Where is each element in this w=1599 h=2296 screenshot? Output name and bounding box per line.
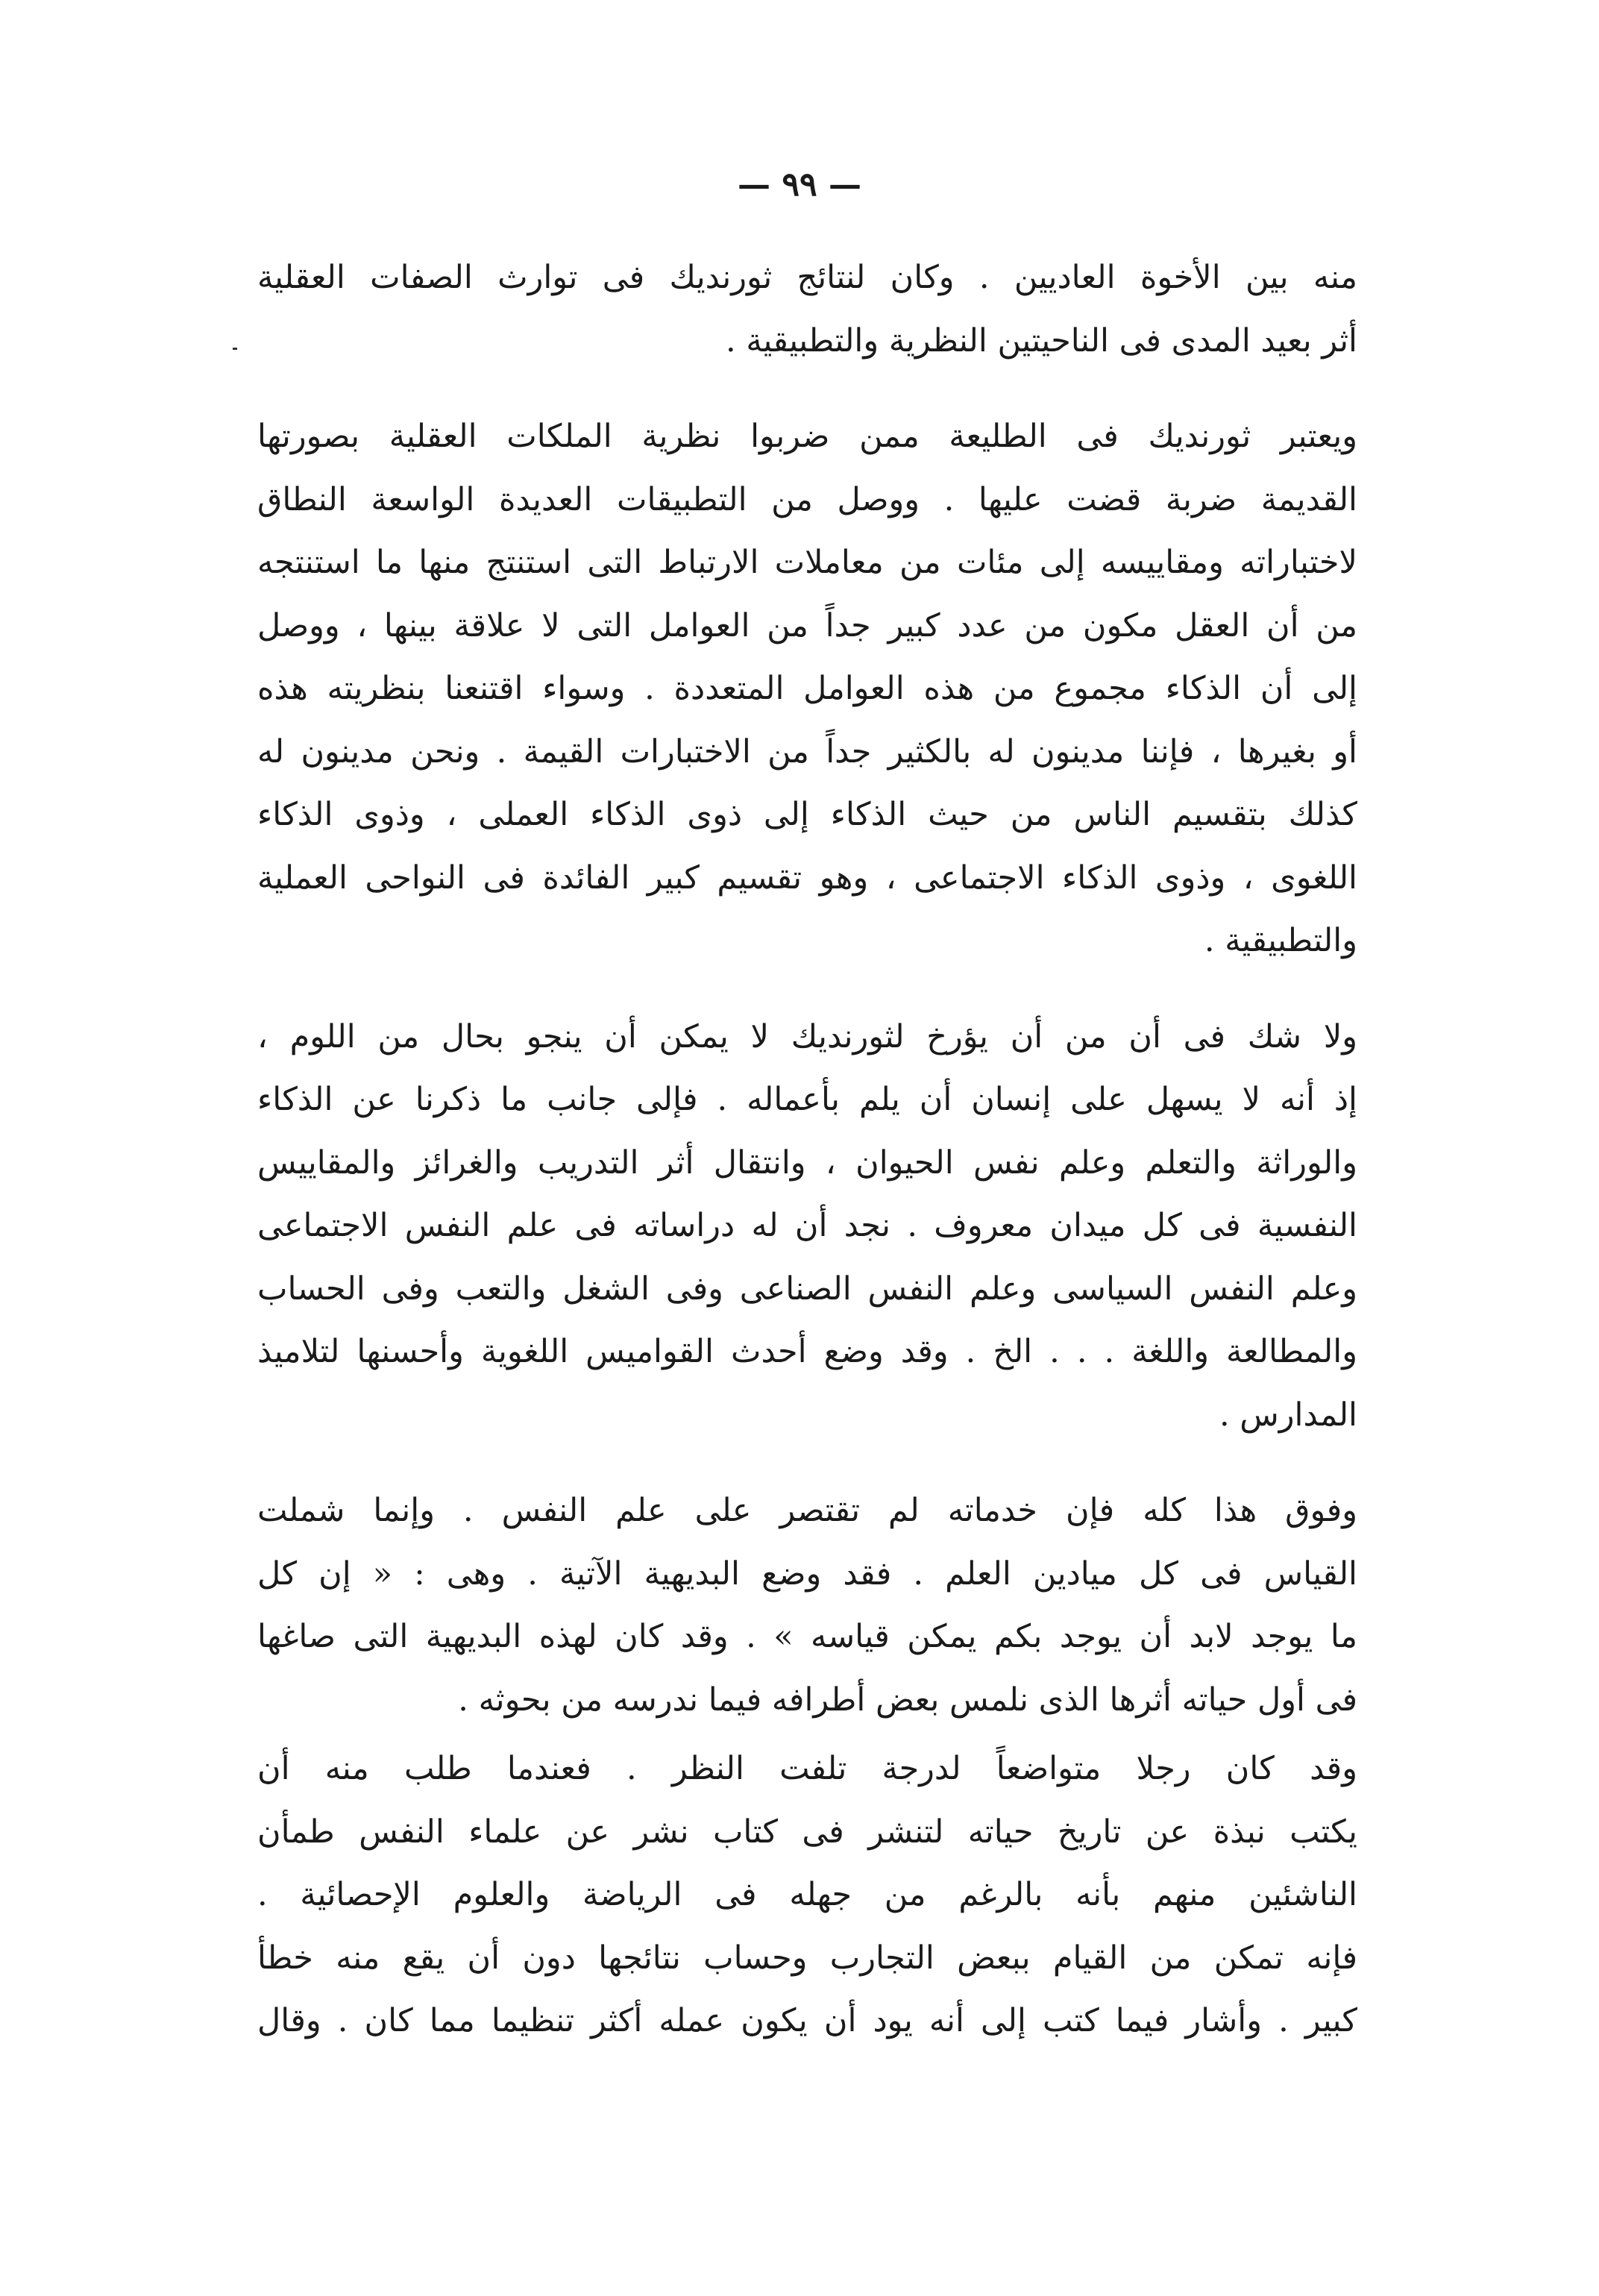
text-line: وقد كان رجلا متواضعاً لدرجة تلفت النظر . فعندما طلب منه أن (257, 1750, 1357, 1787)
text-line: القياس فى كل ميادين العلم . فقد وضع البديهية الآتية . وهى : « إن كل (257, 1555, 1357, 1593)
text-line: يكتب نبذة عن تاريخ حياته لتنشر فى كتاب نشر عن علماء النفس طمأن (257, 1813, 1357, 1851)
paragraph (257, 1006, 1357, 1447)
text-line: إلى أن الذكاء مجموع من هذه العوامل المتعددة . وسواء اقتنعنا بنظريته هذه (257, 670, 1357, 707)
text-line: فإنه تمكن من القيام ببعض التجارب وحساب نتائجها دون أن يقع منه خطأ (257, 1939, 1357, 1977)
text-line: اللغوى ، وذوى الذكاء الاجتماعى ، وهو تقسيم كبير الفائدة فى النواحى العملية (257, 859, 1357, 897)
page-number: — ٩٩ — (738, 166, 861, 204)
body-text (257, 246, 1357, 2053)
text-line: الناشئين منهم بأنه بالرغم من جهله فى الرياضة والعلوم الإحصائية . (257, 1876, 1357, 1913)
text-line: وفوق هذا كله فإن خدماته لم تقتصر على علم النفس . وإنما شملت (257, 1492, 1357, 1529)
text-line: ولا شك فى أن من أن يؤرخ لثورنديك لا يمكن أن ينجو بحال من اللوم ، (257, 1017, 1357, 1056)
text-line: منه بين الأخوة العاديين . وكان لنتائج ثورنديك فى توارث الصفات العقلية (257, 259, 1357, 296)
margin-mark (233, 348, 237, 350)
paragraph (257, 246, 1357, 372)
paragraph-gap (257, 1446, 1357, 1479)
text-line: إذ أنه لا يسهل على إنسان أن يلم بأعماله . فإلى جانب ما ذكرنا عن الذكاء (257, 1081, 1357, 1118)
text-line: أثر بعيد المدى فى الناحيتين النظرية والتطبيقية . (726, 321, 1357, 360)
text-line: ويعتبر ثورنديك فى الطليعة ممن ضربوا نظرية الملكات العقلية بصورتها (257, 418, 1357, 455)
text-line: المدارس . (1219, 1396, 1357, 1434)
text-line: والمطالعة واللغة . . . الخ . وقد وضع أحدث القواميس اللغوية وأحسنها لتلاميذ (257, 1333, 1357, 1370)
text-line: والتطبيقية . (1204, 922, 1357, 959)
text-line: لاختباراته ومقاييسه إلى مئات من معاملات الارتباط التى استنتج منها ما استنتجه (257, 544, 1357, 581)
text-line: القديمة ضربة قضت عليها . ووصل من التطبيقات العديدة الواسعة النطاق (257, 480, 1357, 518)
paragraph-gap (257, 973, 1357, 1006)
text-line: النفسية فى كل ميدان معروف . نجد أن له دراساته فى علم النفس الاجتماعى (257, 1207, 1357, 1244)
paragraph (257, 1479, 1357, 1731)
text-line: ما يوجد لابد أن يوجد بكم يمكن قياسه » . وقد كان لهذه البديهية التى صاغها (257, 1618, 1357, 1655)
text-line: فى أول حياته أثرها الذى نلمس بعض أطرافه فيما ندرسه من بحوثه . (458, 1681, 1357, 1719)
text-line: والوراثة والتعلم وعلم نفس الحيوان ، وانتقال أثر التدريب والغرائز والمقاييس (257, 1144, 1357, 1182)
text-line: من أن العقل مكون من عدد كبير جداً من العوامل التى لا علاقة بينها ، ووصل (257, 606, 1357, 644)
text-line: كذلك بتقسيم الناس من حيث الذكاء إلى ذوى الذكاء العملى ، وذوى الذكاء (257, 796, 1357, 833)
paragraph (257, 405, 1357, 973)
text-line: كبير . وأشار فيما كتب إلى أنه يود أن يكون عمله أكثر تنظيما مما كان . وقال (257, 2002, 1357, 2039)
paragraph (257, 1737, 1357, 2053)
paragraph-gap (257, 1731, 1357, 1737)
paragraph-gap (257, 372, 1357, 405)
text-line: وعلم النفس السياسى وعلم النفس الصناعى وفى الشغل والتعب وفى الحساب (257, 1270, 1357, 1308)
text-line: أو بغيرها ، فإننا مدينون له بالكثير جداً من الاختبارات القيمة . ونحن مدينون له (257, 733, 1357, 771)
